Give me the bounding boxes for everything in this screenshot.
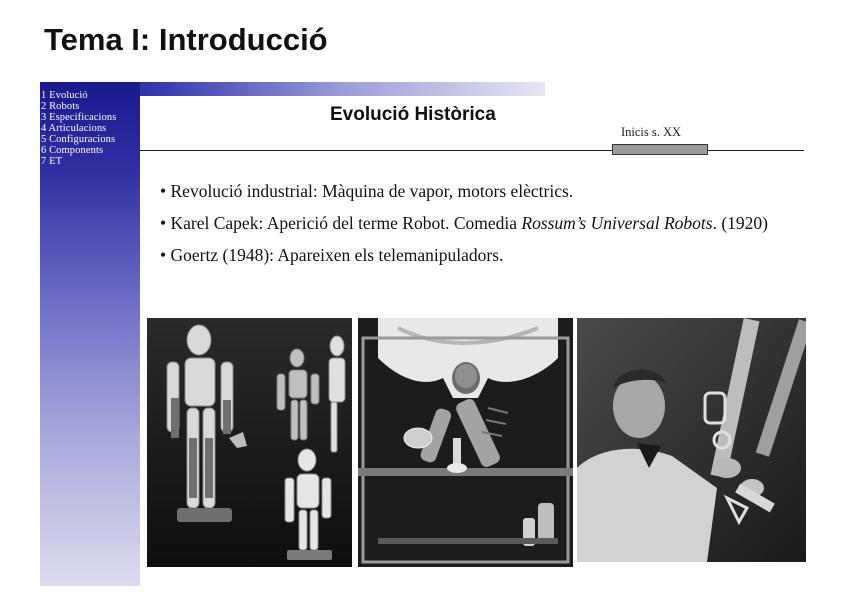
timeline-marker [612, 144, 708, 155]
sidebar-item-configuracions[interactable]: 5 Configuracions [41, 134, 116, 145]
sidebar-item-et[interactable]: 7 ET [41, 156, 63, 167]
sidebar-item-robots[interactable]: 2 Robots [41, 101, 80, 112]
photo-robot-figures [147, 318, 352, 567]
timeline-caption: Inicis s. XX [621, 125, 682, 139]
bullet-text-suffix: . (1920) [712, 213, 768, 233]
bullet-list [160, 180, 800, 276]
page-title: Tema I: Introducció [44, 22, 328, 57]
sidebar-item-components[interactable]: 6 Components [41, 145, 104, 156]
bullet-text: • Goertz (1948): Apareixen els telemanipuladors. [160, 245, 504, 265]
photo-manipulator-engineer [577, 318, 806, 562]
sidebar-item-especificacions[interactable]: 3 Especificacions [41, 112, 117, 123]
slide-heading: Evolució Històrica [330, 104, 496, 125]
sidebar [40, 82, 140, 586]
bullet-text: • Revolució industrial: Màquina de vapor, motors elèctrics. [160, 181, 574, 201]
sidebar-item-articulacions[interactable]: 4 Articulacions [41, 123, 107, 134]
manipulator-engineer-image [577, 318, 806, 562]
telemanipulator-operator-image [358, 318, 573, 567]
bullet-item [160, 180, 800, 202]
robot-figures-image [147, 318, 352, 567]
bullet-italic-title: Rossum’s Universal Robots [521, 213, 713, 233]
sidebar-nav [41, 90, 116, 167]
photo-telemanipulator-operator [358, 318, 573, 567]
sidebar-item-evolucio[interactable]: 1 Evolució [41, 90, 88, 101]
bullet-item [160, 212, 800, 234]
bullet-item [160, 244, 800, 266]
bullet-text: • Karel Capek: Aperició del terme Robot. Comedia [160, 213, 522, 233]
